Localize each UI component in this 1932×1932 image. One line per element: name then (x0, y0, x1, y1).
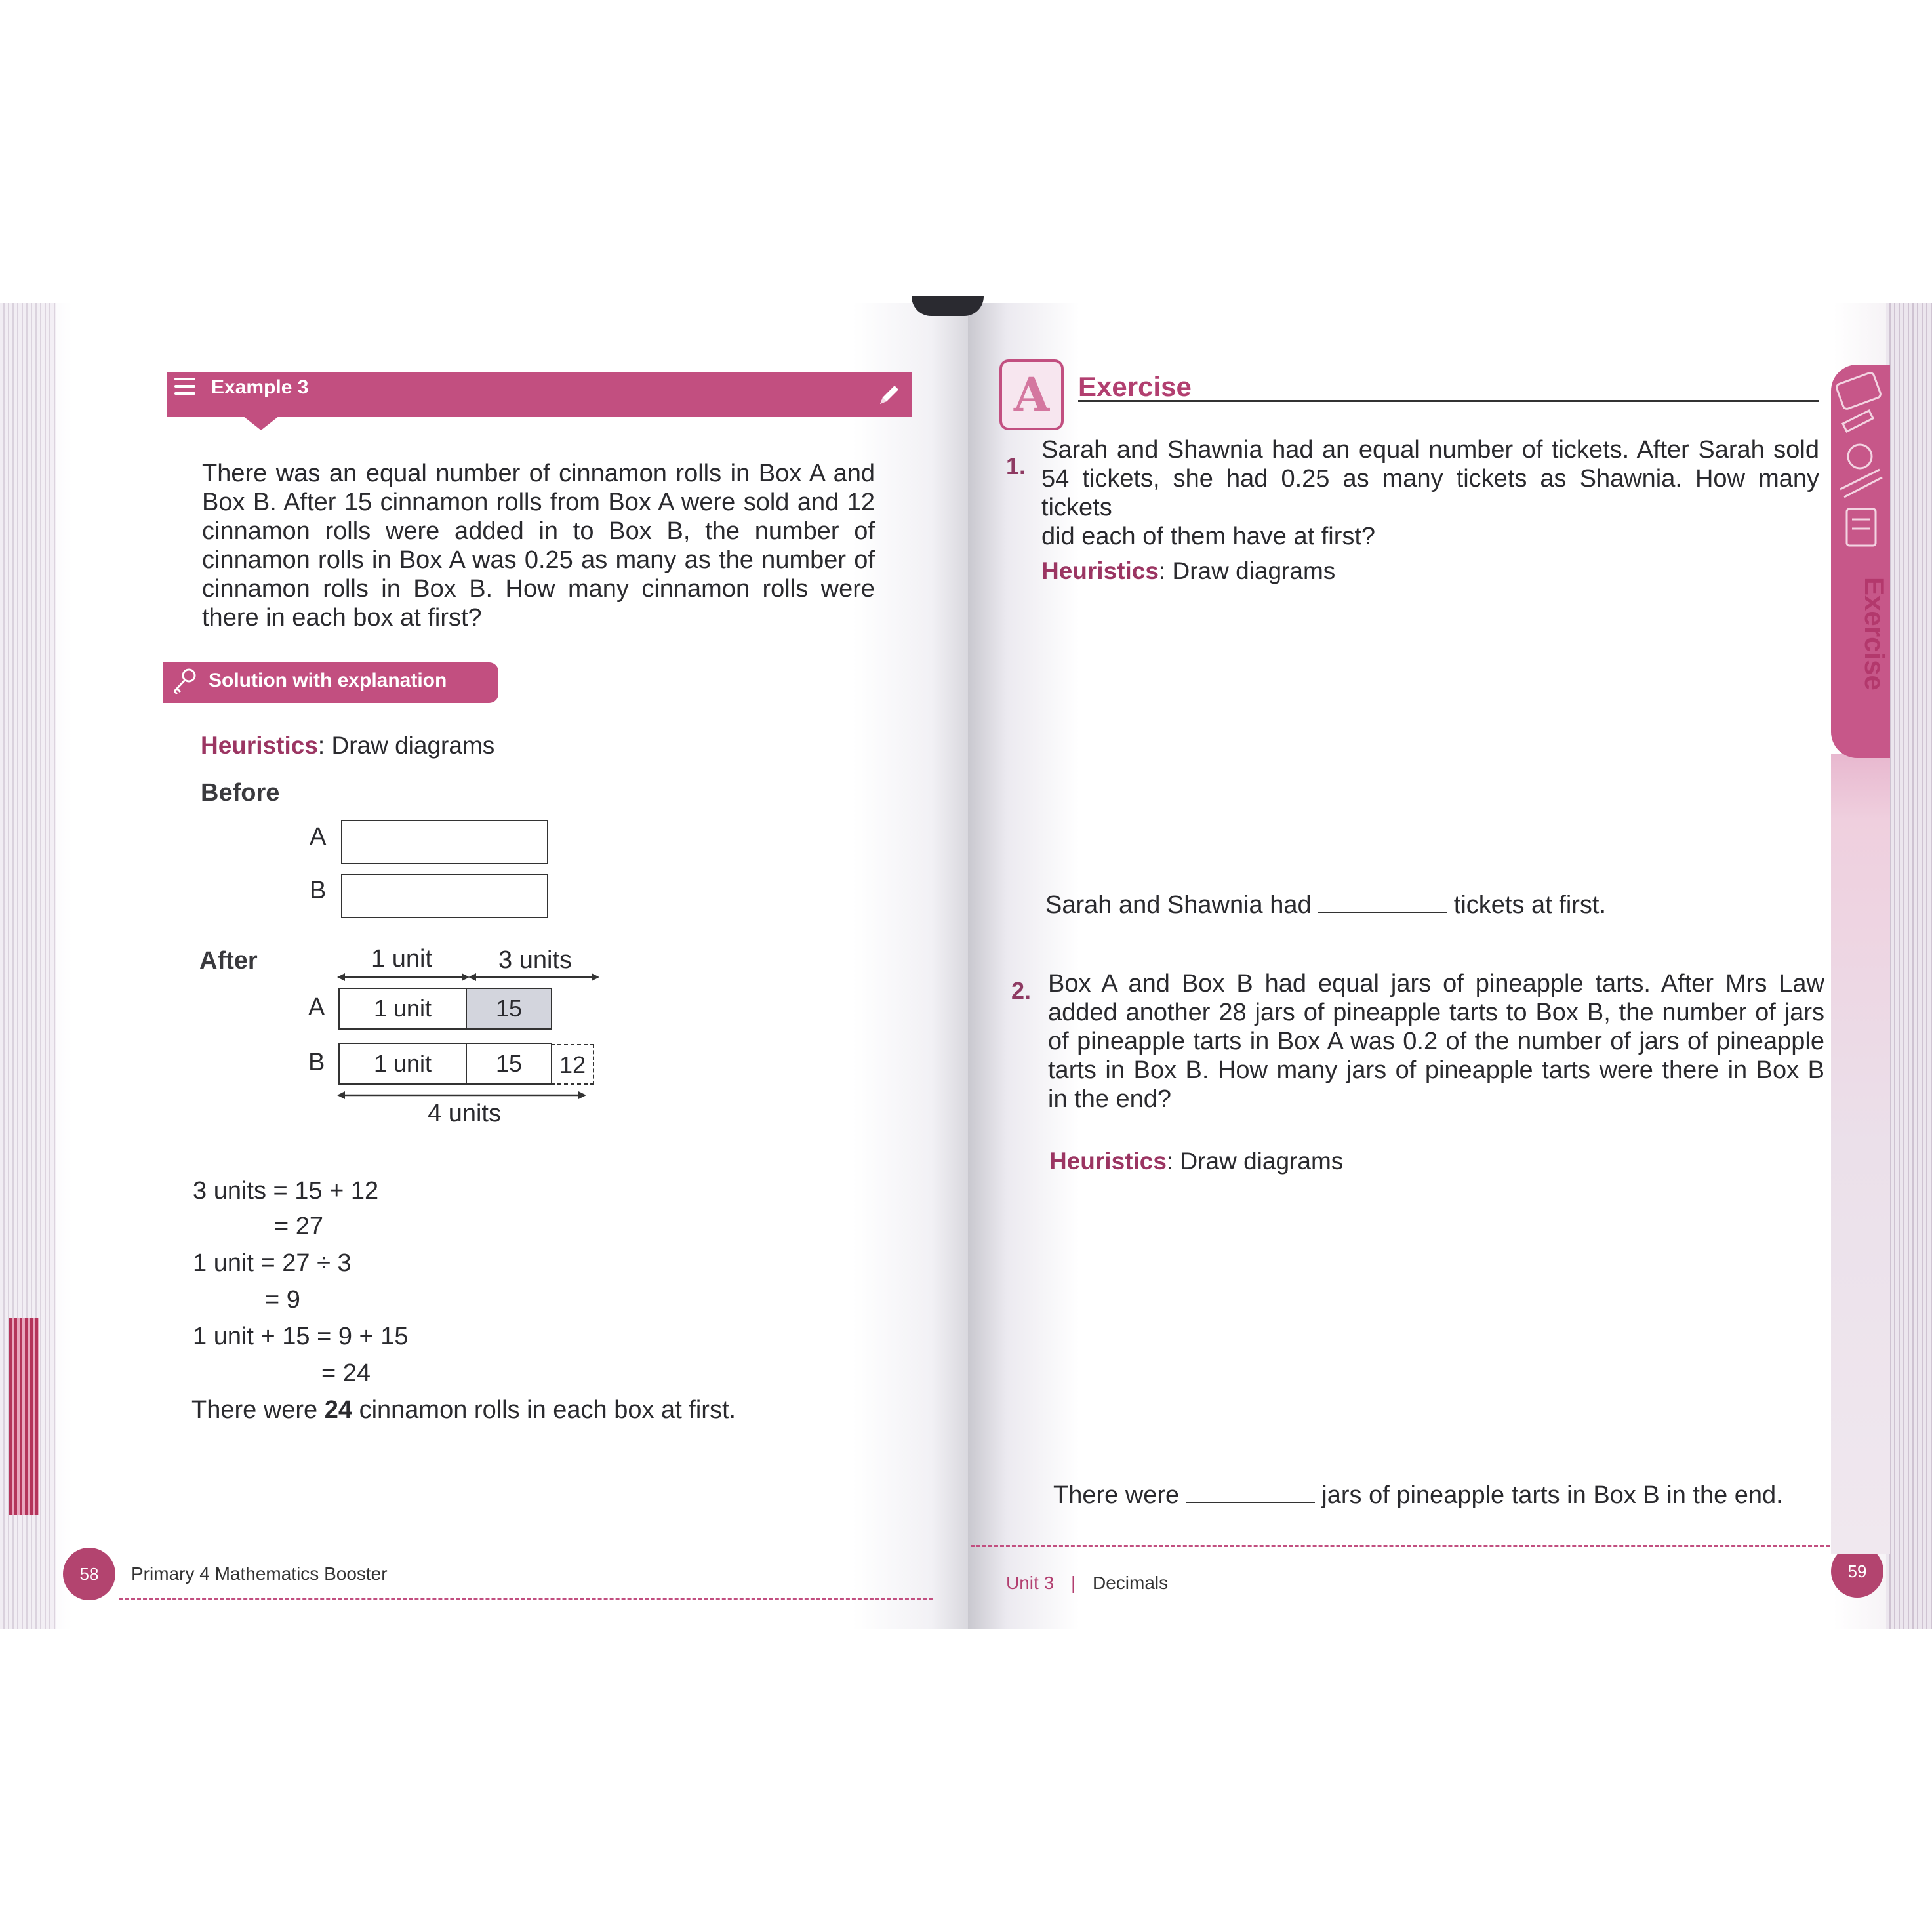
q2-answer-post: jars of pineapple tarts in Box B in the end. (1314, 1481, 1783, 1509)
q2-answer-blank[interactable] (1186, 1482, 1315, 1503)
q2-heuristics (1049, 1148, 1343, 1175)
q1-line: did each of them have at first? (1041, 523, 1376, 550)
after-bottom-4units: 4 units (428, 1100, 501, 1127)
after-b-15-cell: 15 (466, 1043, 552, 1085)
answer-post: cinnamon rolls in each box at first. (352, 1396, 736, 1424)
footer-divider-left (119, 1598, 933, 1600)
heuristics-line (201, 732, 494, 759)
problem-line: cinnamon rolls in Box B. How many cinnamon rolls were (202, 575, 875, 603)
after-a-15-cell: 15 (466, 988, 552, 1030)
after-top-1unit: 1 unit (371, 945, 432, 973)
q2-number: 2. (1011, 977, 1032, 1004)
working-line: 1 unit = 27 ÷ 3 (193, 1249, 352, 1277)
exercise-title: Exercise (1078, 371, 1192, 402)
problem-line: Box B. After 15 cinnamon rolls from Box A were sold and 12 (202, 489, 875, 516)
q1-heuristics-label: Heuristics (1041, 557, 1159, 584)
problem-line: cinnamon rolls were added in to Box B, the number of (202, 517, 875, 545)
before-box-b-label: B (310, 877, 327, 904)
example-header-pointer (243, 416, 279, 430)
working-line: = 24 (321, 1359, 371, 1387)
unit-separator: | (1070, 1573, 1076, 1593)
solution-label: Solution with explanation (209, 670, 447, 691)
q2-answer-pre: There were (1053, 1481, 1186, 1509)
key-icon (168, 665, 201, 698)
problem-line: cinnamon rolls in Box A was 0.25 as many as the number of (202, 546, 875, 574)
page-number-right: 59 (1831, 1545, 1883, 1598)
example-label: Example 3 (211, 376, 309, 398)
problem-line: there in each box at first? (202, 604, 482, 632)
after-b-unit-cell: 1 unit (338, 1043, 467, 1085)
answer-sentence (191, 1396, 736, 1424)
page-number-left: 58 (63, 1548, 115, 1600)
q2-line: of pineapple tarts in Box A was 0.2 of the number of jars of pineapple (1048, 1028, 1824, 1055)
before-label: Before (201, 779, 280, 807)
answer-value: 24 (324, 1396, 353, 1424)
before-box-b (341, 874, 548, 918)
q1-answer-post: tickets at first. (1447, 891, 1607, 919)
q1-heuristics-value: : Draw diagrams (1158, 557, 1336, 584)
exercise-rule (1078, 400, 1819, 402)
side-tab-lower (1831, 754, 1890, 1554)
working-line: = 27 (274, 1213, 324, 1240)
q1-heuristics (1041, 557, 1335, 585)
q1-answer-blank[interactable] (1318, 892, 1447, 913)
working-line: = 9 (265, 1286, 300, 1314)
before-box-a-label: A (310, 823, 327, 851)
q2-line: in the end? (1048, 1085, 1172, 1113)
working-line: 3 units = 15 + 12 (193, 1177, 379, 1205)
stationery-icon (1834, 371, 1889, 561)
q1-number: 1. (1006, 453, 1026, 479)
unit-label: Unit 3 (1006, 1573, 1055, 1593)
right-page-edges (1886, 303, 1932, 1629)
side-tab-label: Exercise (1859, 577, 1890, 691)
working-line: 1 unit + 15 = 9 + 15 (193, 1323, 409, 1350)
after-b-12-cell: 12 (551, 1044, 594, 1085)
after-a-unit-cell: 1 unit (338, 988, 467, 1030)
footer-divider-right (971, 1545, 1830, 1547)
q2-answer-line (1053, 1481, 1783, 1510)
pencil-icon (874, 379, 905, 411)
unit-footer (1006, 1573, 1168, 1594)
q1-line: Sarah and Shawnia had an equal number of tickets. After Sarah sold (1041, 436, 1819, 464)
book-title: Primary 4 Mathematics Booster (131, 1563, 388, 1584)
q2-line: added another 28 jars of pineapple tarts to Box B, the number of jars (1048, 999, 1824, 1026)
question-1 (1041, 435, 1819, 551)
after-top-3units: 3 units (498, 946, 572, 974)
q2-heuristics-value: : Draw diagrams (1166, 1148, 1344, 1175)
question-2 (1048, 969, 1824, 1114)
after-box-a-label: A (308, 994, 325, 1021)
after-top-arrows (337, 968, 599, 988)
before-box-a (341, 820, 548, 864)
book-spine (912, 296, 984, 316)
heuristics-value: : Draw diagrams (317, 732, 495, 759)
answer-pre: There were (191, 1396, 325, 1424)
q2-heuristics-label: Heuristics (1049, 1148, 1167, 1175)
example-problem (202, 459, 875, 632)
q1-answer-pre: Sarah and Shawnia had (1045, 891, 1319, 919)
q1-answer-line (1045, 891, 1606, 919)
problem-line: There was an equal number of cinnamon rolls in Box A and (202, 460, 875, 487)
heuristics-label: Heuristics (201, 732, 318, 759)
exercise-letter: A (1013, 367, 1050, 422)
q2-line: Box A and Box B had equal jars of pineapple tarts. After Mrs Law (1048, 970, 1824, 997)
exercise-badge (999, 359, 1064, 430)
left-page-edge-tab (9, 1318, 39, 1515)
after-label: After (199, 947, 258, 975)
after-box-b-label: B (308, 1049, 325, 1076)
unit-name: Decimals (1093, 1573, 1169, 1593)
q1-line: 54 tickets, she had 0.25 as many tickets as Shawnia. How many tickets (1041, 465, 1819, 521)
q2-line: tarts in Box B. How many jars of pineapple tarts were there in Box B (1048, 1057, 1824, 1084)
menu-icon (174, 378, 195, 395)
